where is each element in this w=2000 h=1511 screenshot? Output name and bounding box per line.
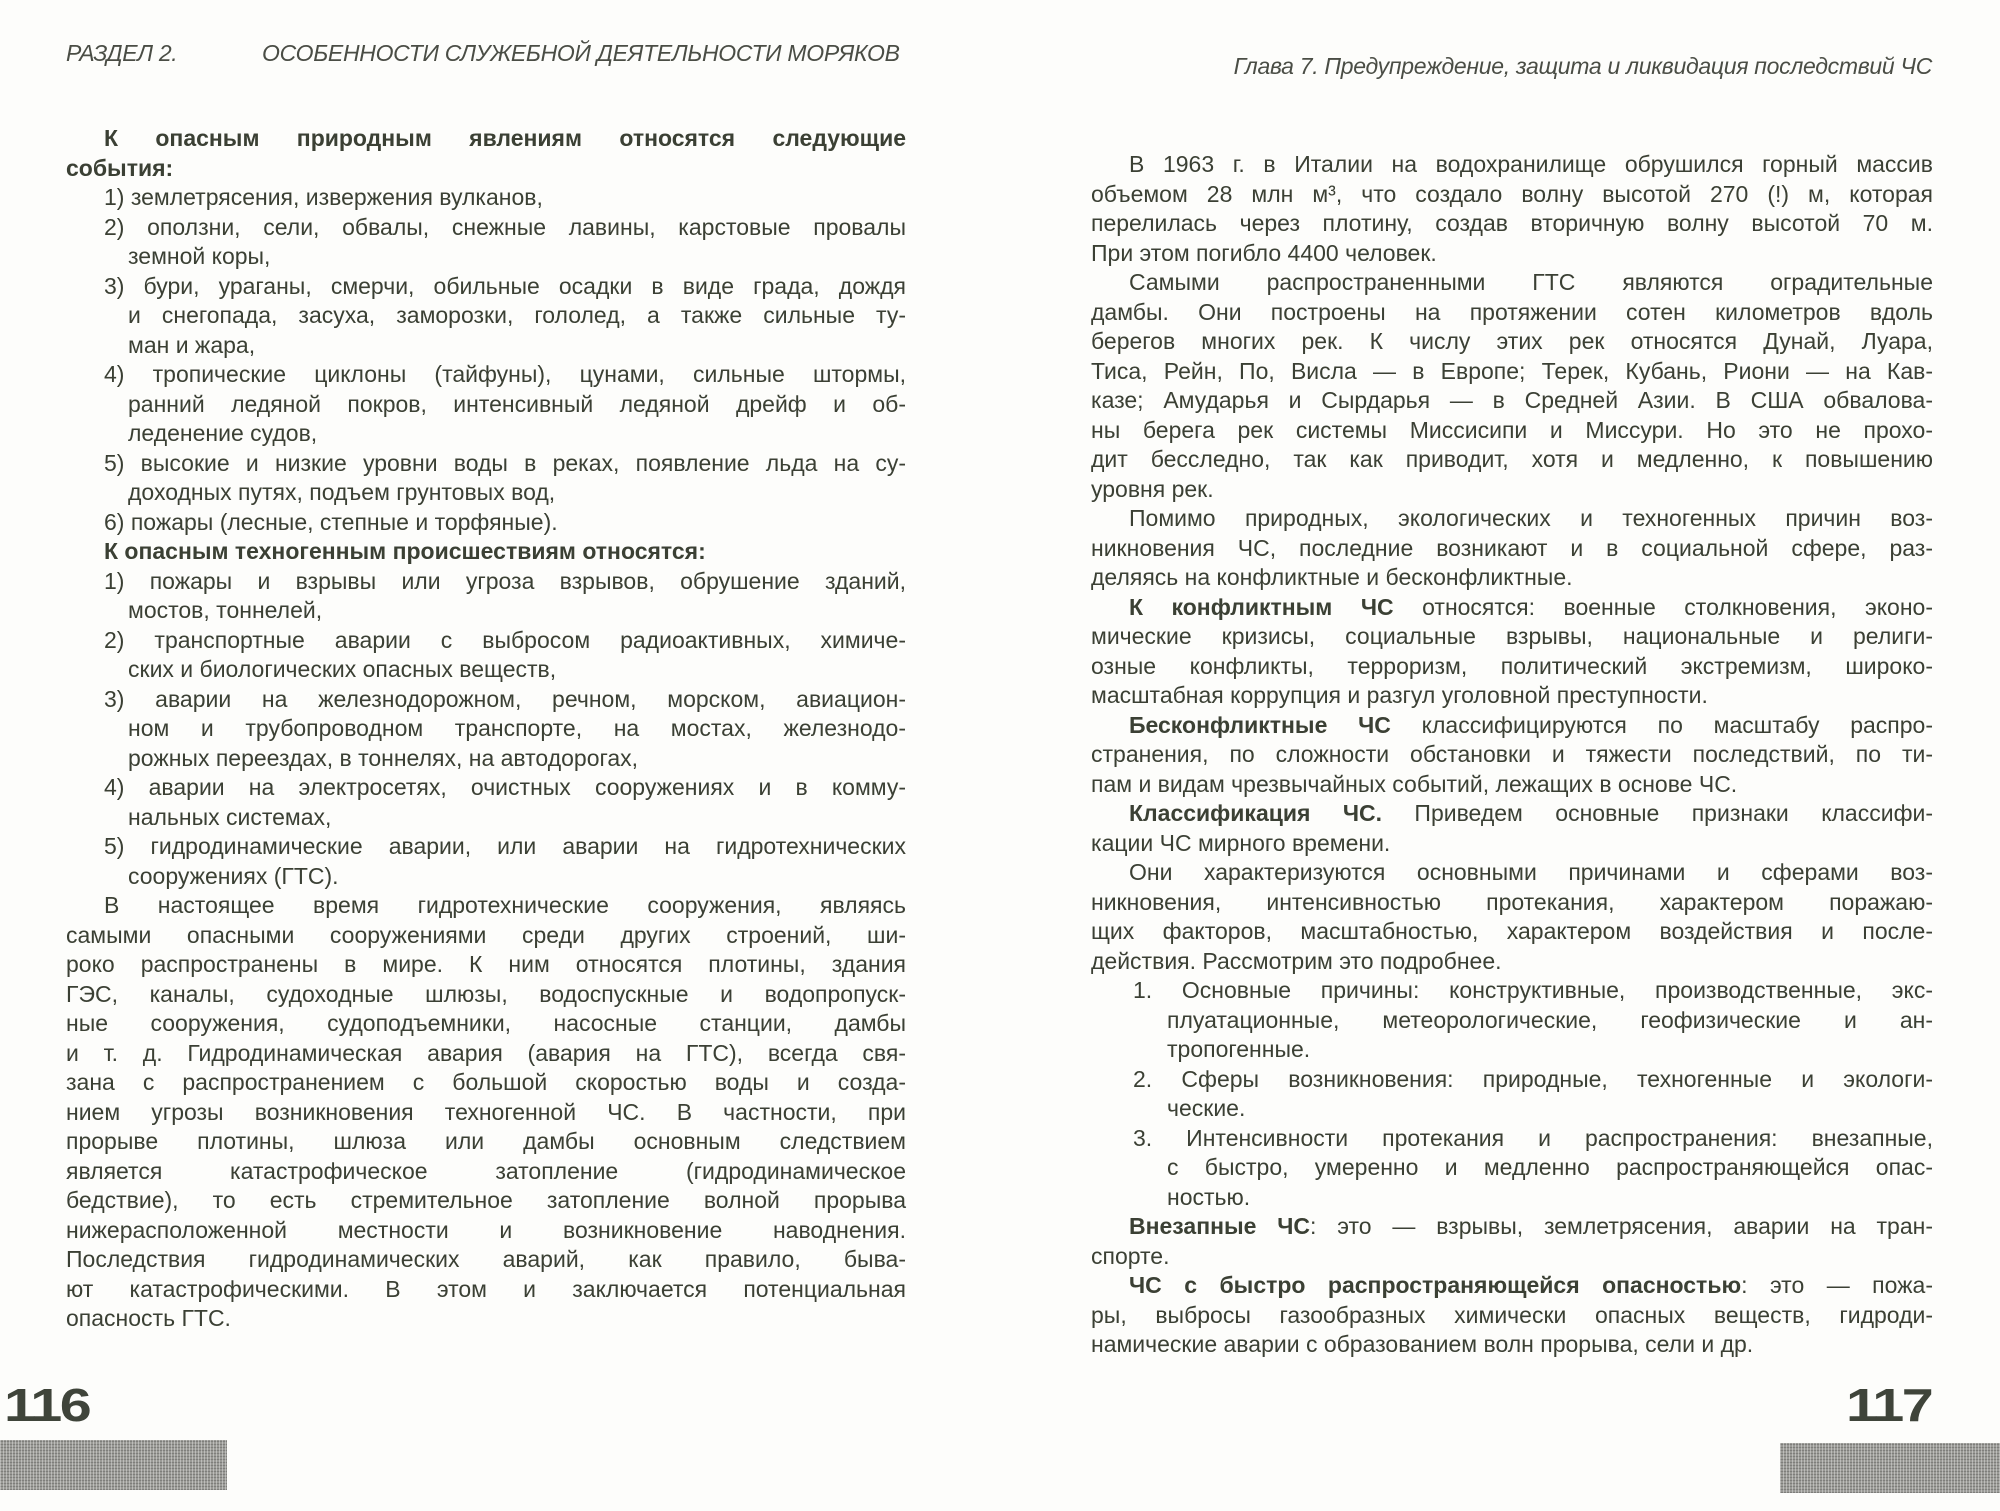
list-item (1091, 976, 1933, 1065)
text-line: Помимо природных, экологических и техногенных причин воз- (1129, 505, 1933, 531)
section-heading (66, 124, 906, 183)
paragraph (1091, 711, 1933, 800)
text-line: ман и жара, (128, 331, 256, 358)
line-text: классифицируются по масштабу распро- (1390, 711, 1933, 738)
text-line: и снегопада, засуха, заморозки, гололед, а также сильные ту- (128, 302, 906, 328)
text-line: ГЭС, каналы, судоходные шлюзы, водоспускные и водопропуск- (66, 980, 906, 1007)
list-item (66, 360, 906, 449)
text-line: Они характеризуются основными причинами и сферами воз- (1129, 859, 1933, 885)
text-line: ранний ледяной покров, интенсивный ледяной дрейф и об- (128, 390, 906, 417)
text-line: Последствия гидродинамических аварий, как правило, быва- (66, 1246, 906, 1272)
text-line: деляясь на конфликтные и бесконфликтные. (1091, 564, 1573, 590)
text-line: ные сооружения, судоподъемники, насосные станции, дамбы (66, 1010, 906, 1036)
text-line: доходных путях, подъем грунтовых вод, (128, 479, 556, 505)
left-page-text (66, 124, 906, 1334)
text-line: ческие. (1167, 1095, 1246, 1121)
text-line: щих факторов, масштабностью, характером воздействия и после- (1091, 918, 1933, 944)
decorative-footer-bar-right (1780, 1443, 2000, 1493)
section-heading (66, 537, 906, 567)
page-number-left: 116 (4, 1379, 90, 1431)
paragraph (1091, 150, 1933, 268)
text-line: зана с распространением с большой скоростью воды и созда- (66, 1069, 906, 1095)
text-line: 3. Интенсивности протекания и распространения: внезапные, (1133, 1124, 1933, 1151)
text-line: спорте. (1091, 1242, 1170, 1269)
list-item (66, 272, 906, 361)
paragraph (1091, 858, 1933, 976)
list-item (1091, 1065, 1933, 1124)
text-line: ских и биологических опасных веществ, (128, 656, 557, 682)
page-number-right: 117 (1846, 1379, 1932, 1431)
text-line: самыми опасными сооружениями среди других строений, ши- (66, 921, 906, 948)
text-line (1091, 593, 1933, 623)
text-line: опасность ГТС. (66, 1305, 231, 1331)
text-line: пам и видам чрезвычайных событий, лежащих в основе ЧС. (1091, 770, 1738, 797)
text-line: К опасным техногенным происшествиям относятся: (104, 538, 706, 564)
text-line: 5) высокие и низкие уровни воды в реках, появление льда на су- (104, 449, 906, 476)
text-line: Самыми распространенными ГТС являются оградительные (1129, 269, 1933, 295)
text-line (1091, 1212, 1933, 1242)
text-line: нижерасположенной местности и возникновение наводнения. (66, 1216, 906, 1243)
text-line: 4) тропические циклоны (тайфуны), цунами, сильные штормы, (104, 361, 906, 387)
list-item (66, 213, 906, 272)
text-line: К опасным природным явлениям относятся следующие (104, 125, 906, 151)
text-line: масштабная коррупция и разгул уголовной преступности. (1091, 682, 1708, 708)
list-item (1091, 1124, 1933, 1213)
text-line: 6) пожары (лесные, степные и торфяные). (104, 508, 558, 535)
paragraph (1091, 504, 1933, 593)
right-page-text (1091, 150, 1933, 1360)
text-line: бедствие), то есть стремительное затопление волной прорыва (66, 1187, 906, 1213)
text-line: дит бесследно, так как приводит, хотя и медленно, к повышению (1091, 446, 1933, 472)
decorative-footer-bar-left (0, 1440, 227, 1490)
bold-lead: Внезапные ЧС (1129, 1213, 1311, 1239)
list-item (66, 449, 906, 508)
bold-lead: Бесконфликтные ЧС (1129, 711, 1391, 738)
text-line: с быстро, умеренно и медленно распространяющейся опас- (1167, 1154, 1933, 1180)
text-line: 3) бури, ураганы, смерчи, обильные осадки в виде града, дождя (104, 272, 906, 299)
paragraph (1091, 1212, 1933, 1271)
list-item (66, 626, 906, 685)
line-text: : это — взрывы, землетрясения, аварии на тран- (1310, 1213, 1934, 1239)
text-line: кации ЧС мирного времени. (1091, 829, 1391, 856)
text-line: объемом 28 млн м³, что создало волну высотой 270 (!) м, которая (1091, 180, 1933, 207)
section-title: ОСОБЕННОСТИ СЛУЖЕБНОЙ ДЕЯТЕЛЬНОСТИ МОРЯКОВ (262, 40, 900, 66)
text-line: озные конфликты, терроризм, политический экстремизм, широко- (1091, 652, 1933, 679)
text-line: 2) оползни, сели, обвалы, снежные лавины, карстовые провалы (104, 213, 906, 240)
text-line: 2. Сферы возникновения: природные, техногенные и экологи- (1133, 1065, 1933, 1092)
text-line: При этом погибло 4400 человек. (1091, 239, 1437, 266)
text-line: ры, выбросы газообразных химически опасных веществ, гидроди- (1091, 1301, 1933, 1328)
paragraph (1091, 268, 1933, 504)
text-line: нием угрозы возникновения техногенной ЧС. В частности, при (66, 1098, 906, 1125)
line-text: : это — пожа- (1741, 1272, 1933, 1298)
text-line: является катастрофическое затопление (гидродинамическое (66, 1157, 906, 1184)
text-line: никновения ЧС, последние возникают и в социальной сфере, раз- (1091, 534, 1933, 561)
bold-lead: К конфликтным ЧС (1129, 593, 1394, 620)
list-item (66, 773, 906, 832)
text-line: ном и трубопроводном транспорте, на мостах, железнодо- (128, 715, 906, 741)
text-line: ностью. (1167, 1183, 1251, 1210)
list-item (66, 685, 906, 774)
text-line: 1) пожары и взрывы или угроза взрывов, обрушение зданий, (104, 567, 906, 594)
text-line: никновения, интенсивностью протекания, характером поражаю- (1091, 888, 1933, 915)
text-line: сооружениях (ГТС). (128, 862, 339, 889)
text-line: уровня рек. (1091, 475, 1214, 502)
text-line: рожных переездах, в тоннелях, на автодорогах, (128, 744, 639, 771)
list-item (66, 567, 906, 626)
text-line: 1. Основные причины: конструктивные, производственные, экс- (1133, 977, 1933, 1003)
text-line: намические аварии с образованием волн прорыва, сели и др. (1091, 1331, 1754, 1357)
text-line: В настоящее время гидротехнические сооружения, являясь (104, 892, 906, 918)
text-line: тропогенные. (1167, 1036, 1311, 1062)
text-line: 3) аварии на железнодорожном, речном, морском, авиацион- (104, 685, 906, 712)
text-line: мостов, тоннелей, (128, 597, 323, 623)
chapter-running-head: Глава 7. Предупреждение, защита и ликвидация последствий ЧС (1233, 53, 1932, 79)
line-text: относятся: военные столкновения, эконо- (1393, 593, 1933, 620)
text-line: В 1963 г. в Италии на водохранилище обрушился горный массив (1129, 151, 1933, 177)
text-line: действия. Рассмотрим это подробнее. (1091, 947, 1502, 974)
text-line (1091, 799, 1933, 829)
text-line: 4) аварии на электросетях, очистных сооружениях и в комму- (104, 774, 906, 800)
line-text: Приведем основные признаки классифи- (1382, 800, 1933, 826)
bold-lead: Классификация ЧС. (1129, 800, 1383, 826)
section-label: РАЗДЕЛ 2. (66, 40, 178, 66)
text-line: роко распространены в мире. К ним относятся плотины, здания (66, 951, 906, 977)
paragraph (1091, 593, 1933, 711)
text-line: 2) транспортные аварии с выбросом радиоактивных, химиче- (104, 626, 906, 653)
paragraph (1091, 799, 1933, 858)
text-line: земной коры, (128, 243, 271, 269)
text-line: 1) землетрясения, извержения вулканов, (104, 184, 543, 210)
paragraph (1091, 1271, 1933, 1360)
text-line: леденение судов, (128, 420, 318, 446)
list-item (66, 508, 906, 538)
text-line: ны берега рек системы Миссисипи и Миссури. Но это не прохо- (1091, 416, 1933, 443)
text-line: нальных системах, (128, 803, 332, 830)
text-line: перелилась через плотину, создав вторичную волну высотой 70 м. (1091, 210, 1933, 236)
text-line: дамбы. Они построены на протяжении сотен километров вдоль (1091, 298, 1933, 325)
text-line: странения, по сложности обстановки и тяжести последствий, по ти- (1091, 741, 1933, 767)
text-line: события: (66, 154, 174, 181)
text-line: 5) гидродинамические аварии, или аварии на гидротехнических (104, 833, 906, 859)
text-line (1091, 1271, 1933, 1301)
bold-lead: ЧС с быстро распространяющейся опасностью (1129, 1272, 1742, 1298)
text-line: прорыве плотины, шлюза или дамбы основным следствием (66, 1128, 906, 1154)
text-line: плуатационные, метеорологические, геофизические и ан- (1167, 1006, 1933, 1033)
text-line: берегов многих рек. К числу этих рек относятся Дунай, Луара, (1091, 328, 1933, 354)
text-line: казе; Амударья и Сырдарья — в Средней Азии. В США обвалова- (1091, 387, 1933, 413)
list-item (66, 832, 906, 891)
text-line (1091, 711, 1933, 741)
text-line: мические кризисы, социальные взрывы, национальные и религи- (1091, 623, 1933, 649)
text-line: Тиса, Рейн, По, Висла — в Европе; Терек, Кубань, Риони — на Кав- (1091, 357, 1933, 384)
paragraph (66, 891, 906, 1334)
list-item (66, 183, 906, 213)
text-line: и т. д. Гидродинамическая авария (авария на ГТС), всегда свя- (66, 1039, 906, 1066)
text-line: ют катастрофическими. В этом и заключается потенциальная (66, 1275, 906, 1302)
